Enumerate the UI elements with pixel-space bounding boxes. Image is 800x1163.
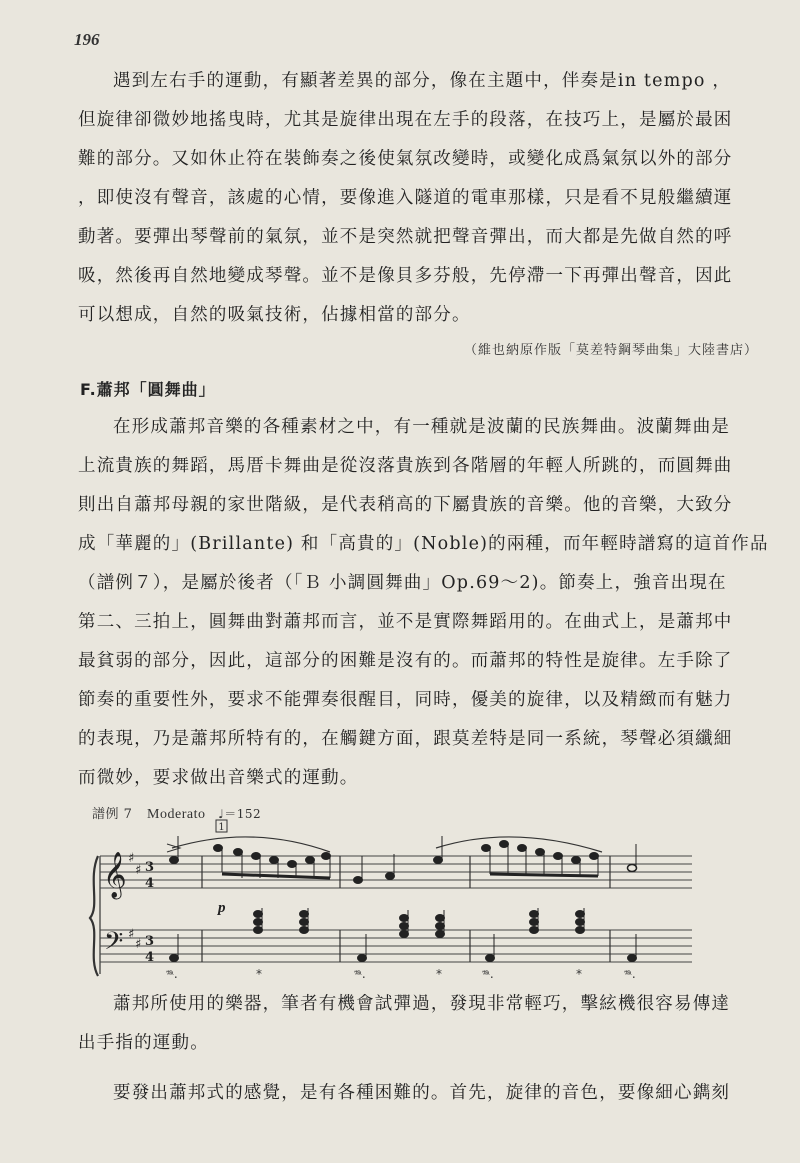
text-line: 則出自蕭邦母親的家世階級，是代表稍高的下屬貴族的音樂。他的音樂，大致分 bbox=[78, 495, 733, 515]
key-signature-sharp-icon: ♯ bbox=[135, 863, 142, 878]
section-heading: F.蕭邦「圓舞曲」 bbox=[80, 380, 216, 399]
pedal-mark: 𝆮. bbox=[354, 967, 366, 981]
example-number: 譜例 7 bbox=[92, 807, 133, 822]
text-line: 而微妙，要求做出音樂式的運動。 bbox=[78, 768, 359, 788]
text-line: 在形成蕭邦音樂的各種素材之中，有一種就是波蘭的民族舞曲。波蘭舞曲是 bbox=[113, 417, 731, 437]
text-line: （譜例７），是屬於後者（「Ｂ 小調圓舞曲」Op.69～2)。節奏上，強音出現在 bbox=[78, 573, 727, 593]
text-line: 遇到左右手的運動，有顯著差異的部分，像在主題中，伴奏是in tempo ， bbox=[113, 71, 732, 91]
text-line: 節奏的重要性外，要求不能彈奏很醒目，同時，優美的旋律，以及精緻而有魅力 bbox=[78, 690, 733, 710]
bass-staff bbox=[100, 930, 692, 962]
pedal-mark: 𝆮. bbox=[166, 967, 178, 981]
bass-notes bbox=[170, 908, 637, 962]
time-signature-icon: 4 bbox=[145, 950, 155, 965]
slur bbox=[172, 837, 330, 852]
treble-clef-icon: 𝄞 bbox=[103, 852, 127, 898]
source-note: （維也納原作版「莫差特鋼琴曲集」大陸書店） bbox=[463, 343, 758, 358]
text-line: 出手指的運動。 bbox=[78, 1033, 209, 1053]
grand-staff-brace bbox=[90, 856, 98, 976]
pedal-release-mark: * bbox=[436, 967, 442, 981]
key-signature-sharp-icon: ♯ bbox=[128, 851, 135, 866]
treble-staff bbox=[100, 856, 692, 888]
text-line: 動著。要彈出琴聲前的氣氛，並不是突然就把聲音彈出，而大都是先做自然的呼 bbox=[78, 227, 733, 247]
pedal-release-mark: * bbox=[256, 967, 262, 981]
text-line: ，即使沒有聲音，該處的心情，要像進入隧道的電車那樣，只是看不見般繼續運 bbox=[78, 188, 733, 208]
text-line: 要發出蕭邦式的感覺，是有各種困難的。首先，旋律的音色，要像細心鐫刻 bbox=[113, 1083, 731, 1103]
text-line: 吸，然後再自然地變成琴聲。並不是像貝多芬般，先停滯一下再彈出聲音，因此 bbox=[78, 266, 733, 286]
text-line: 但旋律卻微妙地搖曳時，尤其是旋律出現在左手的段落，在技巧上，是屬於最困 bbox=[78, 110, 733, 130]
metronome-marking: ♩＝152 bbox=[218, 807, 262, 821]
music-score bbox=[72, 818, 762, 983]
text-line: 上流貴族的舞蹈，馬厝卡舞曲是從沒落貴族到各階層的年輕人所跳的，而圓舞曲 bbox=[78, 456, 733, 476]
time-signature-icon: 3 bbox=[145, 934, 155, 949]
closing-paragraph-2 bbox=[78, 1074, 768, 1113]
dynamic-marking: p bbox=[218, 900, 226, 916]
text-line: 蕭邦所使用的樂器，筆者有機會試彈過，發現非常輕巧，擊絃機很容易傳達 bbox=[113, 994, 731, 1014]
key-signature-sharp-icon: ♯ bbox=[128, 927, 135, 942]
text-line: 最貧弱的部分，因此，這部分的困難是沒有的。而蕭邦的特性是旋律。左手除了 bbox=[78, 651, 733, 671]
text-line: 可以想成，自然的吸氣技術，佔據相當的部分。 bbox=[78, 305, 471, 325]
rehearsal-mark: 1 bbox=[218, 822, 225, 833]
time-signature-icon: 4 bbox=[145, 876, 155, 891]
text-line: 的表現，乃是蕭邦所特有的，在觸鍵方面，跟莫差特是同一系統，琴聲必須纖細 bbox=[78, 729, 733, 749]
tempo-marking: Moderato bbox=[147, 807, 206, 822]
pedal-mark: 𝆮. bbox=[482, 967, 494, 981]
bass-clef-icon: 𝄢 bbox=[104, 927, 124, 962]
page-number: 196 bbox=[74, 30, 100, 49]
time-signature-icon: 3 bbox=[145, 860, 155, 875]
key-signature-sharp-icon: ♯ bbox=[135, 937, 142, 952]
text-line: 成「華麗的」(Brillante) 和「高貴的」(Noble)的兩種，而年輕時譜寫的這首作品 bbox=[78, 534, 769, 554]
text-line: 難的部分。又如休止符在裝飾奏之後使氣氛改變時，或變化成爲氣氛以外的部分 bbox=[78, 149, 733, 169]
pedal-mark: 𝆮. bbox=[624, 967, 636, 981]
pedal-release-mark: * bbox=[576, 967, 582, 981]
text-line: 第二、三拍上，圓舞曲對蕭邦而言，並不是實際舞蹈用的。在曲式上，是蕭邦中 bbox=[78, 612, 733, 632]
main-paragraph bbox=[78, 408, 768, 798]
intro-paragraph bbox=[78, 62, 768, 335]
closing-paragraph-1 bbox=[78, 985, 768, 1063]
